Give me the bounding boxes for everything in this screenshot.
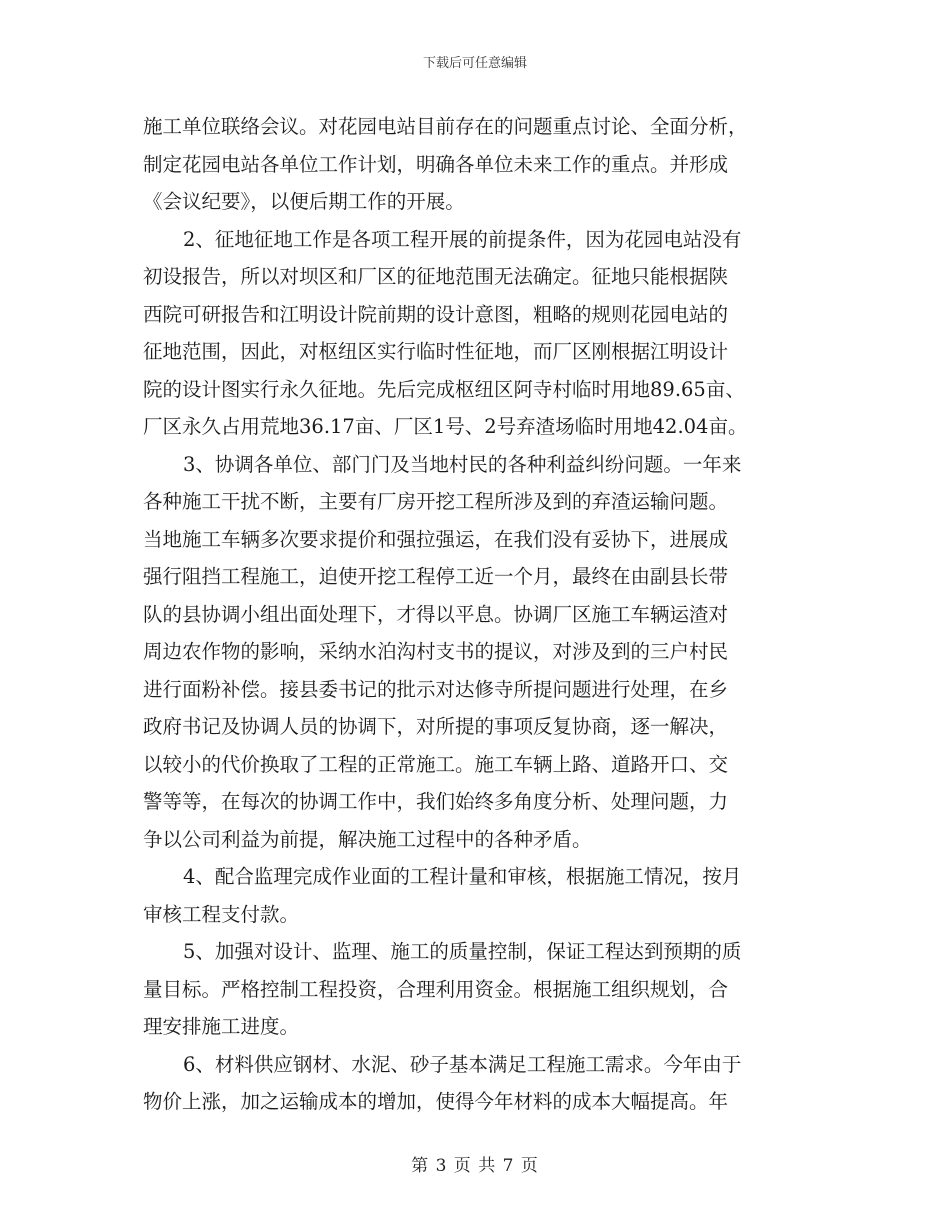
text-line: 4、配合监理完成作业面的工程计量和审核，根据施工情况，按月 [183,865,742,888]
page-header: 下载后可任意编辑 [422,56,527,71]
text-line: 3、协调各单位、部门门及当地村民的各种利益纠纷问题。一年来 [183,452,742,476]
document-body [143,108,823,1121]
text-line: 5、加强对设计、监理、施工的质量控制，保证工程达到预期的质 [183,940,742,963]
text-line: 制定花园电站各单位工作计划，明确各单位未来工作的重点。并形成 [143,152,729,176]
text-line: 争以公司利益为前提，解决施工过程中的各种矛盾。 [143,827,592,851]
text-line: 强行阻挡工程施工，迫使开挖工程停工近一个月，最终在由副县长带 [143,565,729,588]
paragraph-3 [143,446,823,859]
text-line: 各种施工干扰不断，主要有厂房开挖工程所涉及到的弃渣运输问题。 [143,490,729,513]
page-number: 第 3 页 共 7 页 [411,1156,539,1176]
text-line: 量目标。严格控制工程投资，合理利用资金。根据施工组织规划，合 [143,977,729,1001]
text-line: 《会议纪要》，以便后期工作的开展。 [143,190,465,213]
text-line: 物价上涨，加之运输成本的增加，使得今年材料的成本大幅提高。年 [143,1090,729,1113]
text-line: 周边农作物的影响，采纳水泊沟村支书的提议，对涉及到的三户村民 [143,640,729,663]
paragraph-5 [143,933,823,1046]
text-line: 以较小的代价换取了工程的正常施工。施工车辆上路、道路开口、交 [143,752,729,776]
text-line: 队的县协调小组出面处理下，才得以平息。协调厂区施工车辆运渣对 [143,602,729,626]
text-line: 院的设计图实行永久征地。先后完成枢纽区阿寺村临时用地89.65亩、 [143,377,745,401]
text-line: 6、材料供应钢材、水泥、砂子基本满足工程施工需求。今年由于 [183,1052,742,1076]
text-line: 施工单位联络会议。对花园电站目前存在的问题重点讨论、全面分析， [143,115,748,138]
text-line: 政府书记及协调人员的协调下，对所提的事项反复协商，逐一解决， [143,715,729,738]
text-line: 进行面粉补偿。接县委书记的批示对达修寺所提问题进行处理，在乡 [143,677,729,701]
paragraph-6 [143,1046,823,1121]
text-line: 征地范围，因此，对枢纽区实行临时性征地，而厂区刚根据江明设计 [143,340,729,363]
text-line: 厂区永久占用荒地36.17亩、厂区1号、2号弃渣场临时用地42.04亩。 [143,415,748,438]
text-line: 初设报告，所以对坝区和厂区的征地范围无法确定。征地只能根据陕 [143,265,729,288]
paragraph-4 [143,858,823,933]
text-line: 2、征地征地工作是各项工程开展的前提条件，因为花园电站没有 [183,227,742,251]
paragraph-1 [143,108,823,221]
text-line: 警等等，在每次的协调工作中，我们始终多角度分析、处理问题，力 [143,790,729,813]
text-line: 审核工程支付款。 [143,902,300,926]
text-line: 理安排施工进度。 [143,1015,300,1038]
text-line: 当地施工车辆多次要求提价和强拉强运，在我们没有妥协下，进展成 [143,527,729,551]
text-line: 西院可研报告和江明设计院前期的设计意图，粗略的规则花园电站的 [143,302,729,326]
paragraph-2 [143,221,823,446]
